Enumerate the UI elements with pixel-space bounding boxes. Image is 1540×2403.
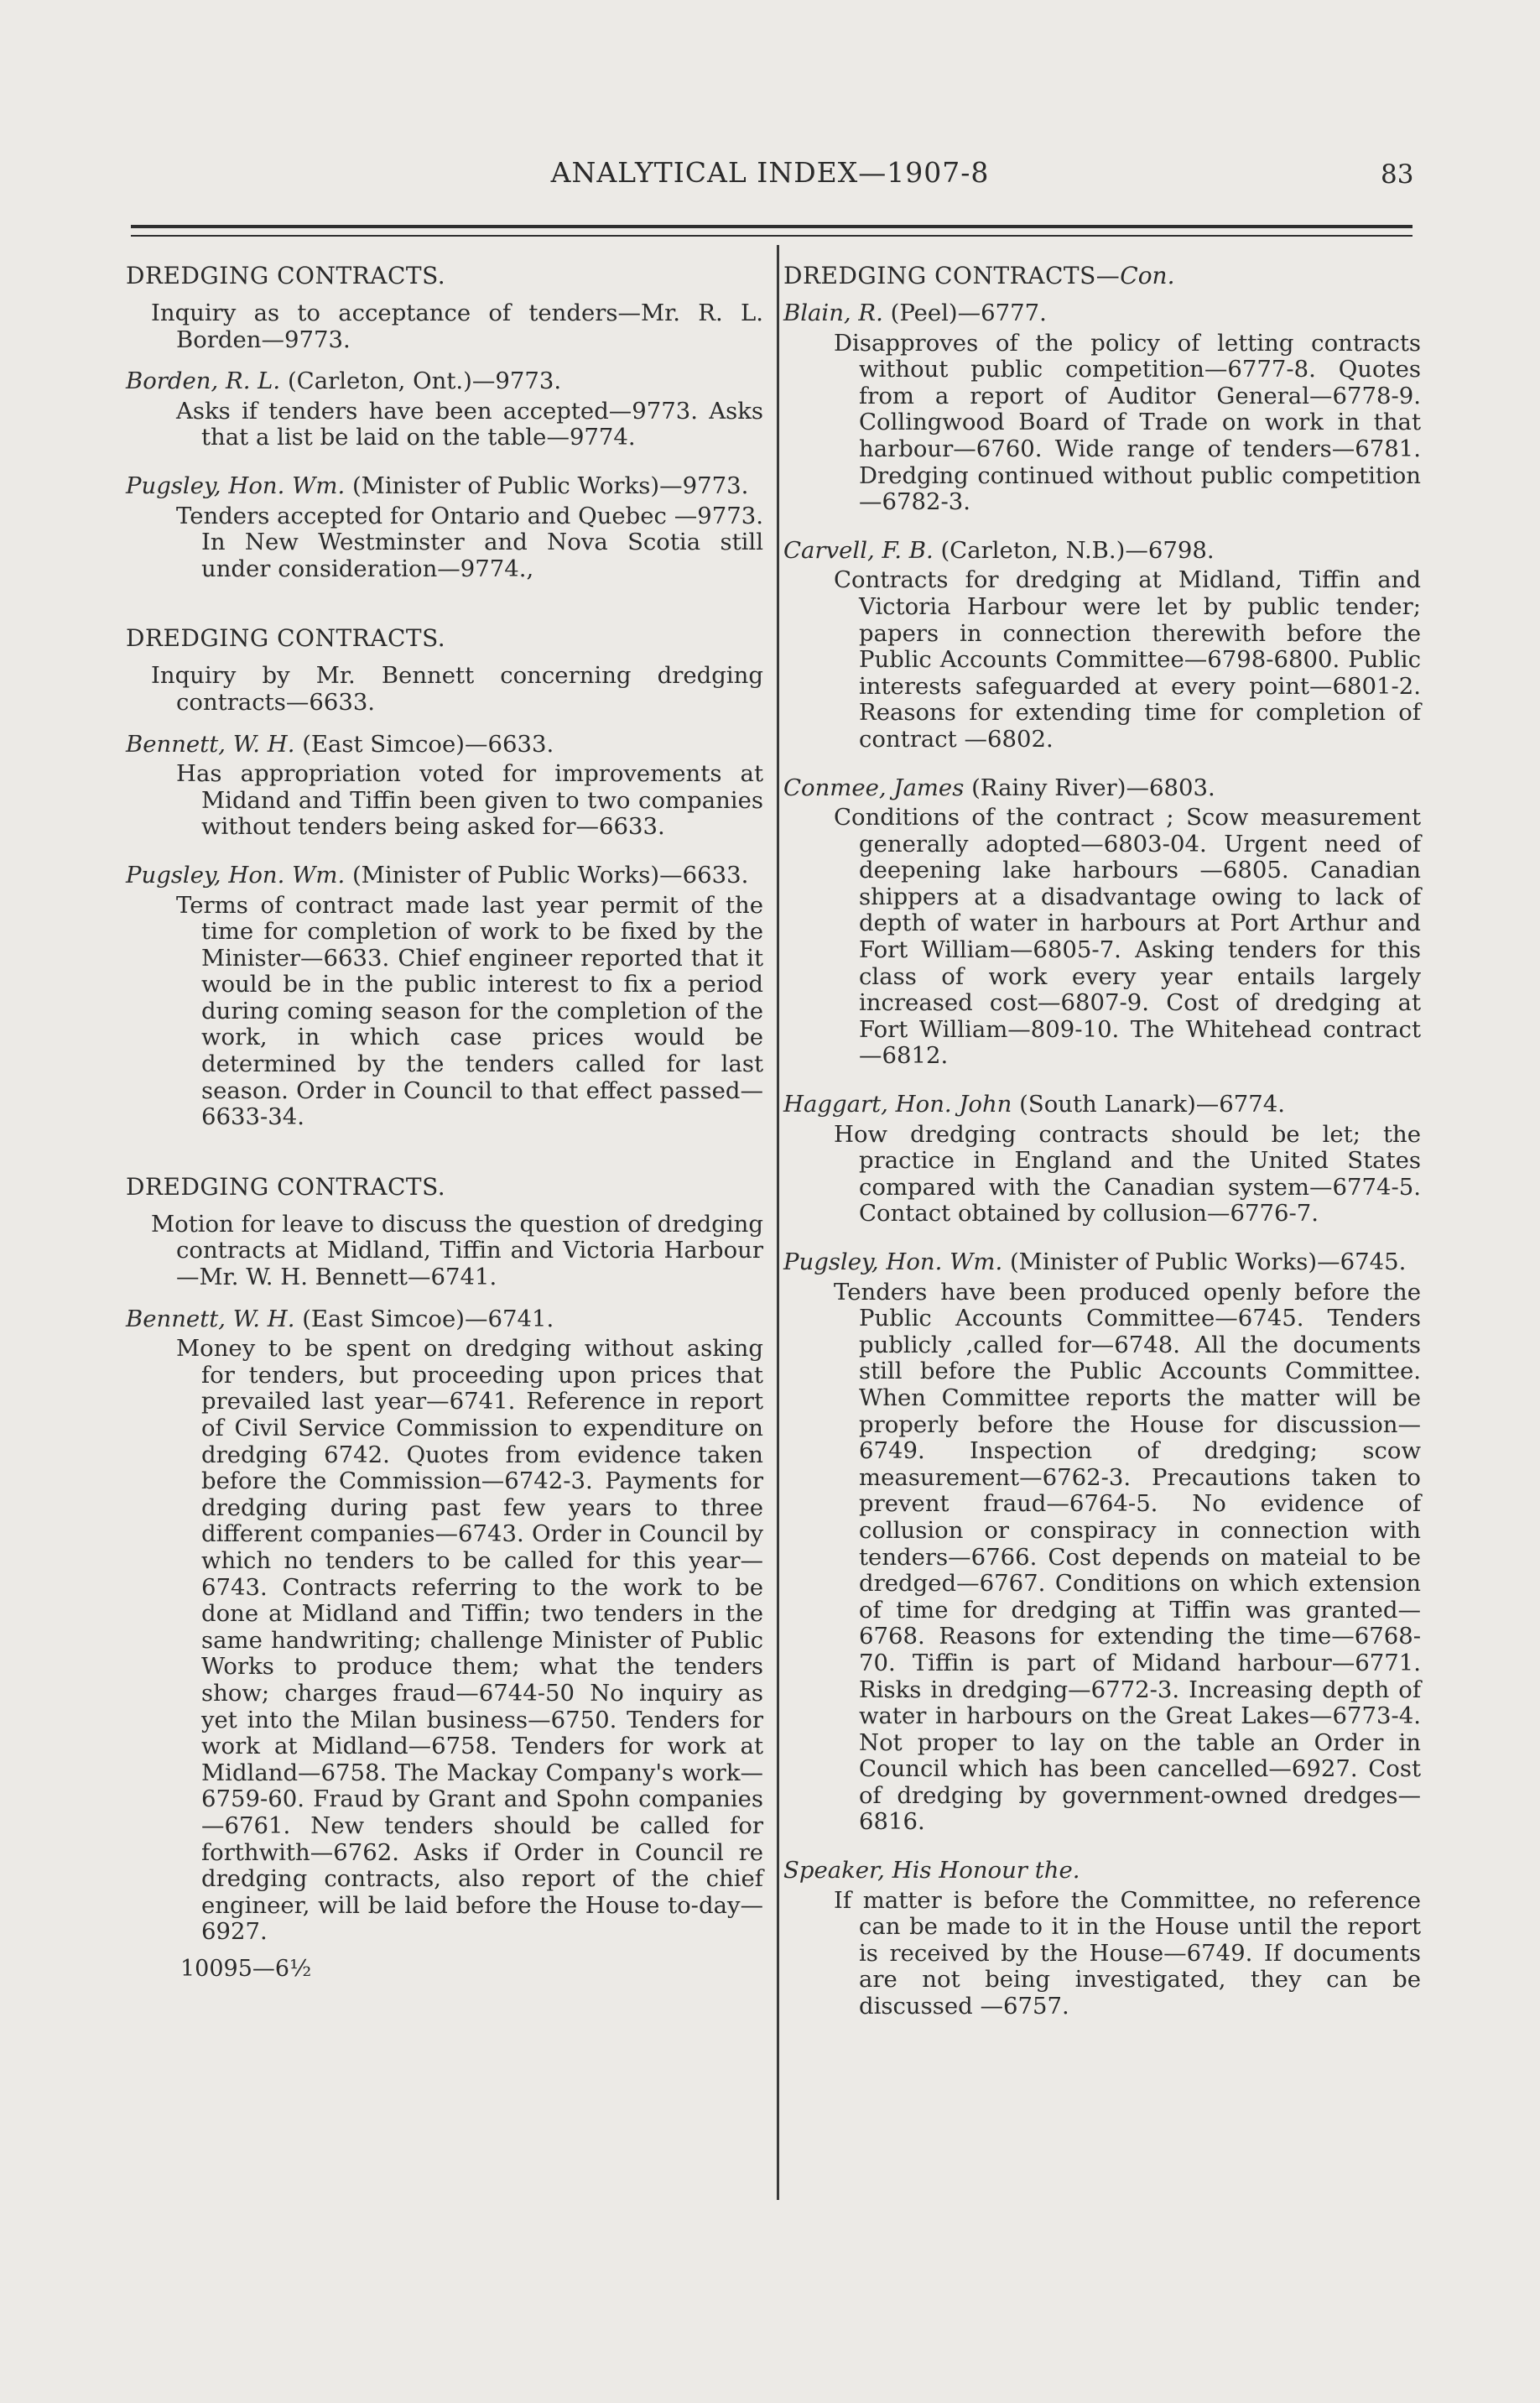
speaker-affiliation: (Carleton, Ont.)—9773. xyxy=(287,367,562,395)
speaker-affiliation: (East Simcoe)—6633. xyxy=(302,730,554,758)
continued-label: Con. xyxy=(1120,262,1175,289)
entry-name xyxy=(783,538,1421,565)
speaker-affiliation: (Carleton, N.B.)—6798. xyxy=(940,536,1215,564)
entry-name xyxy=(783,1858,1421,1884)
speaker-affiliation: (Minister of Public Works)—6633. xyxy=(351,861,749,889)
entry-description: Money to be spent on dredging without asking for tenders, but proceeding upon prices that prevailed last year—6741. Reference in report of Civil Service Commission to expenditure on dredging 6742. Quotes from evidence taken before the Commission—6742-3. Payments for dredging during past few years to three different companies—6743. Order in Council by which no tenders to be called for this year—6743. Contracts referring to the work to be done at Midland and Tiffin; two tenders in the same handwriting; challenge Minister of Public Works to produce them; what the tenders show; charges fraud—6744-50 No inquiry as yet into the Milan business—6750. Tenders for work at Midland—6758. Tenders for work at Midland—6758. The Mackay Company's work—6759-60. Fraud by Grant and Spohn companies —6761. New tenders should be called for forthwith—6762. Asks if Order in Council re dredging contracts, also report of the chief engineer, will be laid before the House to-day—6927. xyxy=(176,1335,763,1946)
entry-description: Contracts for dredging at Midland, Tiffin and Victoria Harbour were let by public tender; papers in connection therewith before the Public Accounts Committee—6798-6800. Public interests safeguarded at every point—6801-2. Reasons for extending time for completion of contract —6802. xyxy=(834,566,1421,753)
entry-name xyxy=(783,300,1421,327)
speaker-name: Blain, R. xyxy=(783,300,883,326)
speaker-name: Speaker, His Honour the. xyxy=(783,1857,1080,1884)
entry-name xyxy=(783,1249,1421,1276)
entry-name xyxy=(126,368,763,395)
signature-mark: 10095—6½ xyxy=(180,1955,312,1982)
entry-description: Has appropriation voted for improvements at Midand and Tiffin been given to two companies without tenders being asked for—6633. xyxy=(176,760,763,841)
speaker-affiliation: (Minister of Public Works)—6745. xyxy=(1009,1248,1407,1275)
entry-name xyxy=(783,1092,1421,1118)
header-rule-thin xyxy=(131,235,1413,237)
speaker-affiliation: (East Simcoe)—6741. xyxy=(302,1305,554,1332)
speaker-name: Pugsley, Hon. Wm. xyxy=(783,1248,1003,1275)
section-intro: Motion for leave to discuss the question of dredging contracts at Midland, Tiffin and Victoria Harbour—Mr. W. H. Bennett—6741. xyxy=(151,1210,763,1291)
entry-description: Tenders accepted for Ontario and Quebec —9773. In New Westminster and Nova Scotia still under consideration—9774., xyxy=(176,502,763,582)
speaker-affiliation: (South Lanark)—6774. xyxy=(1019,1091,1286,1118)
speaker-name: Pugsley, Hon. Wm. xyxy=(126,472,346,499)
running-title: ANALYTICAL INDEX—1907-8 xyxy=(550,156,990,189)
entry-description: Terms of contract made last year permit of the time for completion of work to be fixed by the Minister—6633. Chief engineer reported that it would be in the public interest to fix a period during coming season for the completion of the work, in which case prices would be determined by the tenders called for last season. Order in Council to that effect passed—6633-34. xyxy=(176,891,763,1131)
section-heading: DREDGING CONTRACTS. xyxy=(126,624,446,653)
section-heading xyxy=(783,262,1421,290)
entry-description: Conditions of the contract ; Scow measurement generally adopted—6803-04. Urgent need of deepening lake harbours —6805. Canadian shippers at a disadvantage owing to lack of depth of water in harbours at Port Arthur and Fort William—6805-7. Asking tenders for this class of work every year entails largely increased cost—6807-9. Cost of dredging at Fort William—809-10. The Whitehead contract—6812. xyxy=(834,804,1421,1070)
speaker-affiliation: (Peel)—6777. xyxy=(890,300,1047,326)
entry-name xyxy=(783,775,1421,802)
speaker-affiliation: (Minister of Public Works)—9773. xyxy=(351,472,749,499)
speaker-affiliation: (Rainy River)—6803. xyxy=(971,774,1215,801)
entry-name xyxy=(126,863,763,889)
entry-name xyxy=(126,473,763,500)
right-column xyxy=(783,262,1421,2042)
speaker-name: Haggart, Hon. John xyxy=(783,1091,1012,1118)
page-number: 83 xyxy=(1381,159,1414,190)
section-heading: DREDGING CONTRACTS. xyxy=(126,1172,446,1201)
column-divider xyxy=(777,245,779,2200)
section-heading-main: DREDGING CONTRACTS— xyxy=(783,262,1121,289)
entry-description: If matter is before the Committee, no reference can be made to it in the House until the report is received by the House—6749. If documents are not being investigated, they can be discussed —6757. xyxy=(834,1886,1421,2020)
section-heading: DREDGING CONTRACTS. xyxy=(126,262,446,289)
entry-description: Tenders have been produced openly before the Public Accounts Committee—6745. Tenders publicly ,called for—6748. All the documents still before the Public Accounts Committee. When Committee reports the matter will be properly before the House for discussion—6749. Inspection of dredging; scow measurement—6762-3. Precautions taken to prevent fraud—6764-5. No evidence of collusion or conspiracy in connection with tenders—6766. Cost depends on mateial to be dredged—6767. Conditions on which extension of time for dredging at Tiffin was granted—6768. Reasons for extending the time—6768-70. Tiffin is part of Midand harbour—6771. Risks in dredging—6772-3. Increasing depth of water in harbours on the Great Lakes—6773-4. Not proper to lay on the table an Order in Council which has been cancelled—6927. Cost of dredging by government-owned dredges—6816. xyxy=(834,1278,1421,1836)
entry-description: Disapproves of the policy of letting contracts without public competition—6777-8. Quotes from a report of Auditor General—6778-9. Collingwood Board of Trade on work in that harbour—6760. Wide range of tenders—6781. Dredging continued without public competition—6782-3. xyxy=(834,329,1421,516)
entry-name xyxy=(126,732,763,758)
speaker-name: Pugsley, Hon. Wm. xyxy=(126,861,346,889)
entry-description: Asks if tenders have been accepted—9773. Asks that a list be laid on the table—9774. xyxy=(176,397,763,451)
speaker-name: Borden, R. L. xyxy=(126,367,281,395)
section-intro: Inquiry by Mr. Bennett concerning dredging contracts—6633. xyxy=(151,662,763,716)
header-rule-thick xyxy=(131,225,1413,228)
section-intro: Inquiry as to acceptance of tenders—Mr. R. L. Borden—9773. xyxy=(151,300,763,353)
speaker-name: Carvell, F. B. xyxy=(783,536,934,564)
left-column xyxy=(126,262,763,1982)
entry-name xyxy=(126,1306,763,1333)
speaker-name: Bennett, W. H. xyxy=(126,1305,295,1332)
entry-description: How dredging contracts should be let; the practice in England and the United States compared with the Canadian system—6774-5. Contact obtained by collusion—6776-7. xyxy=(834,1120,1421,1228)
speaker-name: Bennett, W. H. xyxy=(126,730,295,758)
speaker-name: Conmee, James xyxy=(783,774,965,801)
